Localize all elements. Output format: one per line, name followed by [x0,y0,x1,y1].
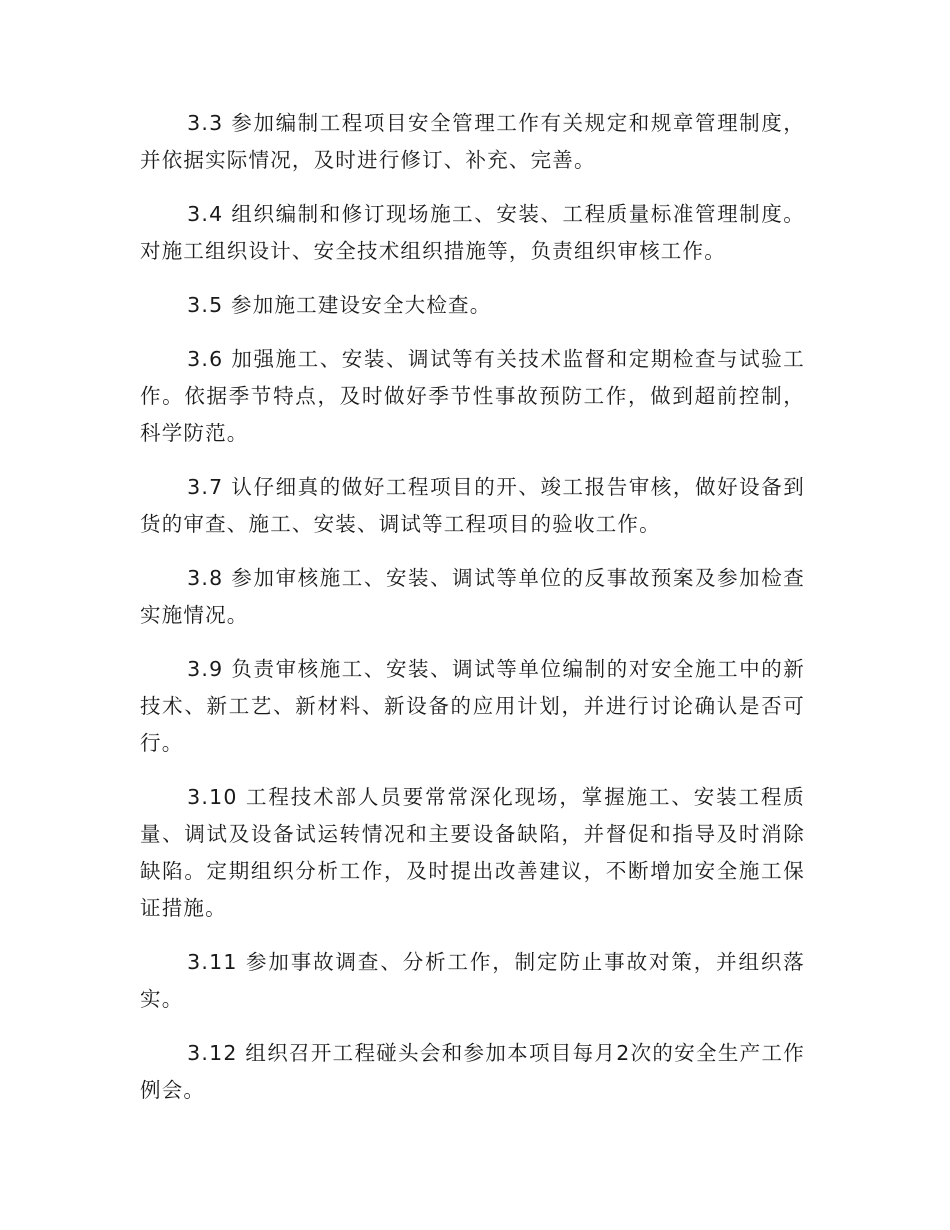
document-body [140,105,805,1126]
paragraph-3-8: 3.8 参加审核施工、安装、调试等单位的反事故预案及参加检查实施情况。 [140,566,805,627]
paragraph-3-12: 3.12 组织召开工程碰头会和参加本项目每月2次的安全生产工作例会。 [140,1041,805,1102]
paragraph-3-5: 3.5 参加施工建设安全大检查。 [187,293,492,317]
paragraph-3-3: 3.3 参加编制工程项目安全管理工作有关规定和规章管理制度，并依据实际情况，及时进行修订、补充、完善。 [140,111,805,172]
paragraph-3-4: 3.4 组织编制和修订现场施工、安装、工程质量标准管理制度。对施工组织设计、安全技术组织措施等，负责组织审核工作。 [140,202,805,263]
paragraph-3-10: 3.10 工程技术部人员要常常深化现场，掌握施工、安装工程质量、调试及设备试运转情况和主要设备缺陷，并督促和指导及时消除缺陷。定期组织分析工作，及时提出改善建议，不断增加安全施工保证措施。 [140,785,805,920]
paragraph-3-11: 3.11 参加事故调查、分析工作，制定防止事故对策，并组织落实。 [140,950,805,1011]
paragraph-3-6: 3.6 加强施工、安装、调试等有关技术监督和定期检查与试验工作。依据季节特点，及时做好季节性事故预防工作，做到超前控制，科学防范。 [140,347,805,445]
paragraph-3-7: 3.7 认仔细真的做好工程项目的开、竣工报告审核，做好设备到货的审查、施工、安装、调试等工程项目的验收工作。 [140,475,805,536]
paragraph-3-9: 3.9 负责审核施工、安装、调试等单位编制的对安全施工中的新技术、新工艺、新材料、新设备的应用计划，并进行讨论确认是否可行。 [140,657,805,755]
